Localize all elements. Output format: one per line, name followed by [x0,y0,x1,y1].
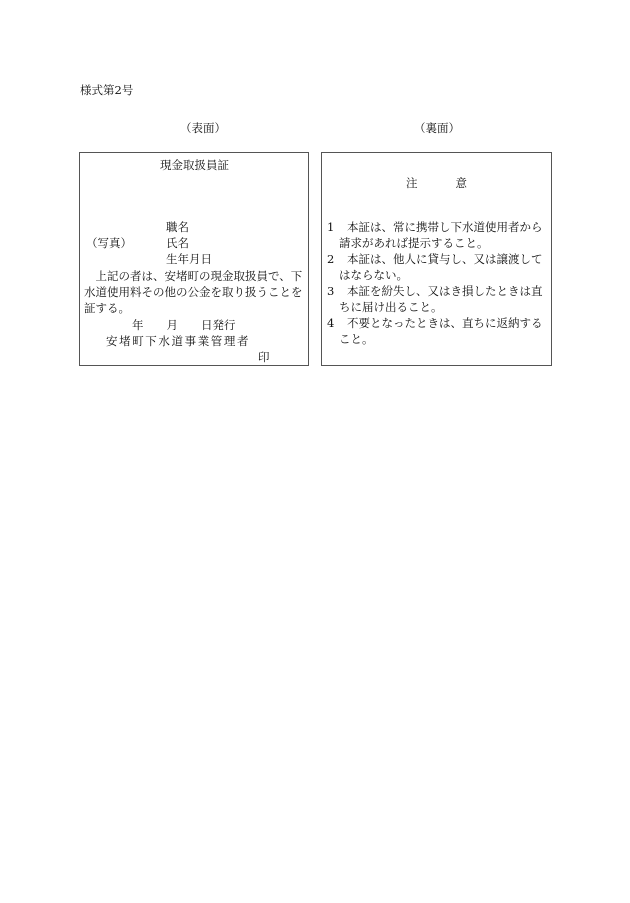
back-card [321,152,552,366]
photo-placeholder: （写真） [86,236,132,250]
field-birthdate: 生年月日 [166,252,212,266]
issuer-name: 安堵町下水道事業管理者 [106,334,251,348]
front-card [79,152,309,366]
back-card-title [322,175,551,191]
certification-text: 上記の者は、安堵町の現金取扱員で、下水道使用料その他の公金を取り扱うことを証する。 [84,269,303,315]
notes-list [327,219,549,347]
back-title-char-2: 意 [455,176,467,190]
back-title-char-1: 注 [406,176,418,190]
note-text: 本証は、他人に貸与し、又は譲渡してはならない。 [339,252,543,282]
note-text: 本証は、常に携帯し下水道使用者から請求があれば提示すること。 [339,220,543,250]
front-side-label: （表面） [180,121,226,135]
note-number: 2 [327,252,335,266]
note-text: 本証を紛失し、又はき損したときは直ちに届け出ること。 [339,284,543,314]
seal-mark: 印 [258,350,270,364]
note-text: 不要となったときは、直ちに返納すること。 [339,316,543,346]
back-side-label: （裏面） [414,121,460,135]
note-number: 1 [327,220,335,234]
front-card-title: 現金取扱員証 [160,158,229,172]
field-name: 氏名 [166,236,189,250]
list-item [327,219,549,251]
form-number: 様式第2号 [80,83,134,97]
field-job-title: 職名 [166,220,189,234]
note-number: 4 [327,316,335,330]
note-number: 3 [327,284,335,298]
issue-date: 年 月 日発行 [132,318,236,332]
list-item [327,251,549,283]
list-item [327,283,549,315]
list-item [327,315,549,347]
